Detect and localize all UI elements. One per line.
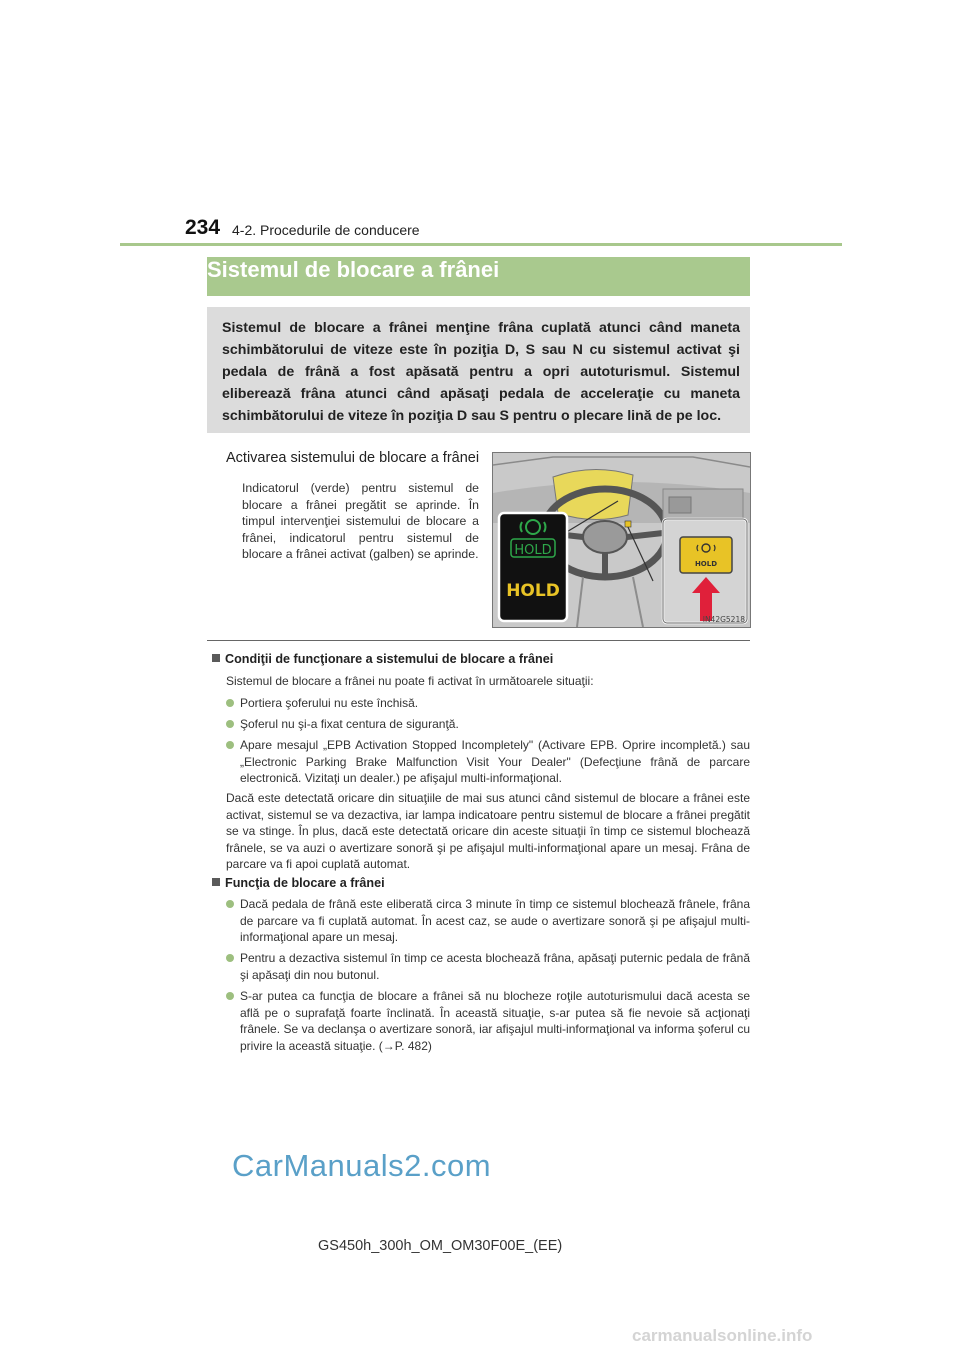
intro-box	[207, 307, 750, 433]
intro-text: Sistemul de blocare a frânei menţine frâna cuplată atunci când maneta schimbătorului de viteze este în poziţia D, S sau N cu sistemul activat şi pedala de frână a fost apăsată pentru a opri autoturismul. Sistemul eliberează frâna atunci când apăsaţi pedala de acceleraţie cu maneta schimbătorului de viteze în poziţia D sau S pentru o plecare lină de pe loc.	[222, 320, 740, 424]
function-heading	[212, 876, 385, 890]
bullet-icon	[226, 900, 234, 908]
bullet-icon	[226, 699, 234, 707]
list-item	[226, 737, 750, 787]
bullet-icon	[226, 954, 234, 962]
square-bullet-icon	[212, 878, 220, 886]
conditions-after-text: Dacă este detectată oricare din situaţiile de mai sus atunci când sistemul de blocare a frânei este activat, sistemul se va dezactiva, iar lampa indicatoare pentru sistemul de blocare a frânei pregătit se va stinge. În plus, dacă este detectată oricare din aceste situaţii în timp ce sistemul blochează frânele, se va auzi o avertizare sonoră şi pe afişajul multi-informaţional apare un mesaj. Frâna de parcare va fi apoi cuplată automat.	[226, 791, 750, 871]
section-title: Sistemul de blocare a frânei	[207, 257, 500, 282]
activation-description: Indicatorul (verde) pentru sistemul de blocare a frânei pregătit se aprinde. În timpul intervenţiei sistemului de blocare a frânei, indicatorul pentru sistemul de blocare a frânei activat (galben) se aprinde.	[242, 481, 479, 561]
list-item-text: Portiera şoferului nu este închisă.	[240, 696, 419, 710]
conditions-heading-text: Condiţii de funcţionare a sistemului de blocare a frânei	[225, 652, 554, 666]
list-item	[226, 988, 750, 1056]
indicator-green-label: HOLD	[514, 543, 552, 558]
dashboard-illustration	[493, 453, 750, 627]
section-divider	[207, 640, 750, 641]
function-heading-text: Funcţia de blocare a frânei	[225, 876, 385, 890]
activation-heading: Activarea sistemului de blocare a frânei	[226, 450, 480, 466]
list-item	[226, 695, 750, 712]
manual-code: GS450h_300h_OM_OM30F00E_(EE)	[318, 1238, 563, 1254]
list-item-text: Şoferul nu şi-a fixat centura de siguranţă.	[240, 717, 459, 731]
list-item-text: S-ar putea ca funcţia de blocare a frânei să nu blocheze roţile autoturismului dacă acesta se află pe o suprafaţă foarte înclinată. În această situaţie, s-ar putea să fie nevoie să acţionaţi frânele. Se va declanşa o avertizare sonoră, iar afişajul multi-informaţional va informa şoferul cu privire la această situaţie. (→P. 482)	[240, 989, 750, 1053]
list-item	[226, 896, 750, 946]
bullet-icon	[226, 992, 234, 1000]
button-label: HOLD	[694, 560, 718, 568]
header-divider	[120, 243, 842, 246]
bullet-icon	[226, 720, 234, 728]
page-number: 234	[185, 216, 221, 239]
square-bullet-icon	[212, 654, 220, 662]
conditions-intro: Sistemul de blocare a frânei nu poate fi activat în următoarele situaţii:	[226, 674, 594, 688]
conditions-heading	[212, 652, 553, 666]
list-item-text: Pentru a dezactiva sistemul în timp ce acesta blochează frâna, apăsaţi puternic pedala de frână şi apăsaţi din nou butonul.	[240, 951, 750, 982]
section-title-bar	[207, 257, 750, 296]
brake-hold-button-icon	[680, 537, 732, 573]
list-item-text: Dacă pedala de frână este eliberată circa 3 minute în timp ce sistemul blochează frânele, frâna de parcare va fi cuplată automat. În acest caz, se aude o avertizare sonoră şi pe afişajul multi-informaţional apare un mesaj.	[240, 897, 750, 944]
brake-hold-figure	[492, 452, 751, 628]
bullet-icon	[226, 741, 234, 749]
list-item	[226, 716, 750, 733]
figure-code: IN42G5218	[702, 615, 745, 624]
indicator-yellow-label: HOLD	[506, 581, 560, 601]
chapter-title: 4-2. Procedurile de conducere	[232, 222, 420, 238]
brake-hold-active-indicator-icon	[506, 581, 560, 601]
list-item	[226, 950, 750, 984]
site-watermark: carmanualsonline.info	[632, 1326, 813, 1345]
watermark-link[interactable]: CarManuals2.com	[232, 1148, 492, 1183]
list-item-text: Apare mesajul „EPB Activation Stopped Incompletely" (Activare EPB. Oprire incompletă.) sau „Electronic Parking Brake Malfunction Visit Your Dealer" (Defecţiune frână de parcare electronică. Vizitaţi un dealer.) pe afişajul multi-informaţional.	[240, 738, 750, 785]
